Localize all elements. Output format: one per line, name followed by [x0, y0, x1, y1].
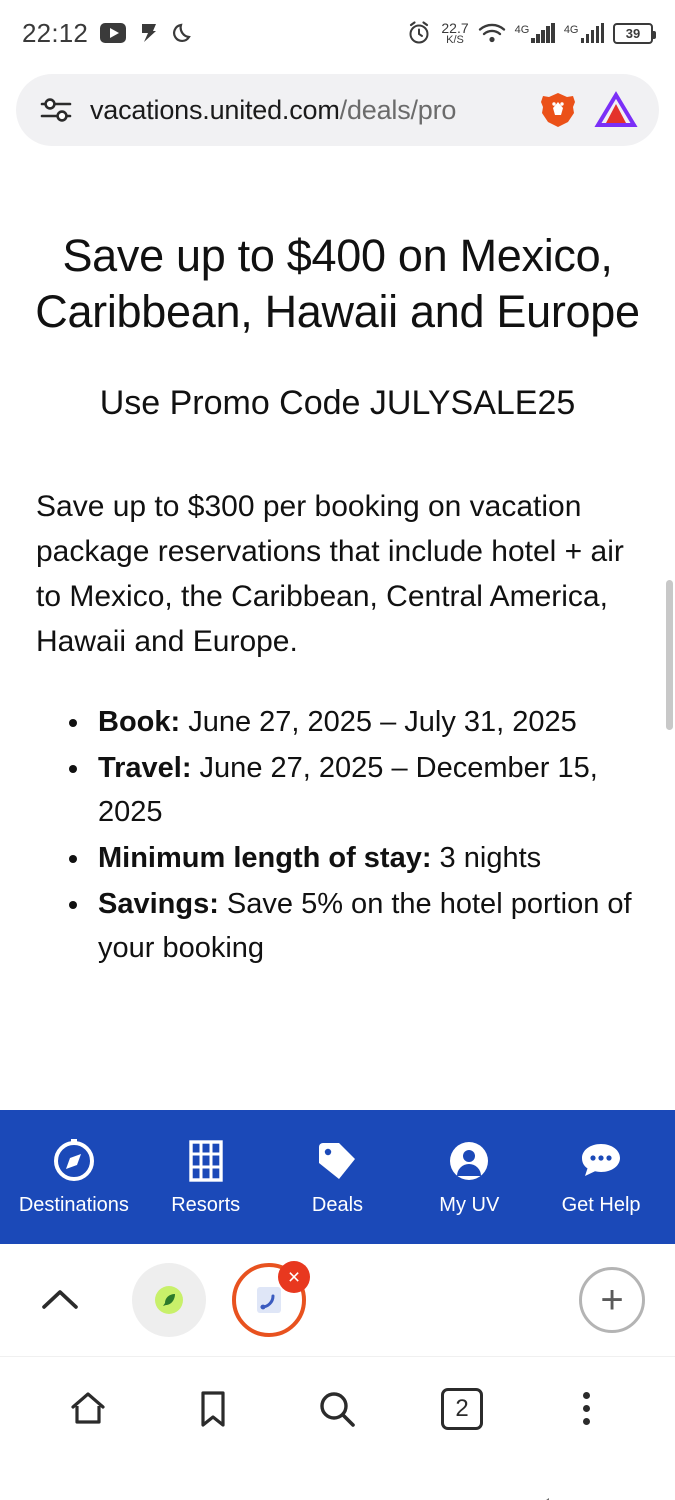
android-navigation-bar	[0, 1460, 675, 1500]
battery-level: 39	[625, 25, 641, 41]
page-subheadline: Use Promo Code JULYSALE25	[99, 383, 576, 422]
url-host: vacations.united.com	[90, 94, 340, 125]
network-rate-indicator	[441, 21, 468, 46]
page-body-copy: Save up to $300 per booking on vacation package reservations that include hotel + air to Mexico, the Caribbean, Central America, Hawaii and Europe.	[36, 490, 624, 659]
sim1-network-label: 4G	[514, 23, 530, 36]
sidebar-item-destinations[interactable]	[10, 1138, 138, 1217]
profile-triangle-icon[interactable]	[593, 89, 639, 131]
sidebar-item-label: Resorts	[171, 1193, 241, 1216]
list-item-label: Travel:	[98, 752, 192, 785]
signal-icon-sim2	[564, 24, 604, 43]
status-clock: 22:12	[22, 17, 89, 48]
search-button[interactable]	[297, 1387, 377, 1431]
alarm-clock-icon	[406, 20, 432, 46]
list-item	[92, 700, 641, 744]
network-rate-unit: K/S	[446, 33, 464, 46]
compass-icon	[51, 1138, 97, 1184]
youtube-icon	[100, 23, 126, 43]
close-icon[interactable]: ×	[278, 1261, 310, 1293]
tag-icon	[314, 1138, 360, 1184]
network-rate-value: 22.7	[441, 19, 469, 36]
wifi-icon	[478, 22, 506, 44]
sidebar-item-label: Deals	[311, 1193, 364, 1216]
site-bottom-nav	[0, 1110, 675, 1244]
sidebar-item-my-uv[interactable]	[405, 1138, 533, 1217]
sidebar-item-get-help[interactable]	[537, 1138, 665, 1217]
tab-thumbnail-inactive[interactable]	[132, 1263, 206, 1337]
app-icon	[138, 21, 160, 45]
url-bar[interactable]	[16, 74, 659, 146]
signal-bars-sim1	[531, 24, 555, 43]
building-icon	[184, 1138, 228, 1184]
page-headline: Save up to $400 on Mexico, Caribbean, Hawaii and Europe	[35, 230, 640, 337]
new-tab-button[interactable]: +	[579, 1267, 645, 1333]
more-options-button[interactable]	[547, 1392, 627, 1425]
list-item-label: Minimum length of stay:	[98, 842, 432, 875]
status-bar	[0, 0, 675, 66]
sidebar-item-label: My UV	[439, 1193, 500, 1216]
battery-icon	[613, 23, 653, 44]
home-button[interactable]	[48, 1387, 128, 1431]
list-item-value: June 27, 2025 – July 31, 2025	[180, 706, 577, 739]
sidebar-item-deals[interactable]	[273, 1138, 401, 1217]
shields-settings-icon[interactable]	[38, 94, 76, 126]
list-item-value: June 27, 2025 – December 15, 2025	[98, 752, 598, 829]
brave-shield-lion-icon[interactable]	[537, 89, 579, 131]
do-not-disturb-moon-icon	[172, 21, 194, 45]
sidebar-item-label: Get Help	[561, 1193, 641, 1216]
status-bar-left	[22, 18, 194, 49]
signal-bars-sim2	[581, 24, 605, 43]
list-item-value: Save 5% on the hotel portion of your booking	[98, 888, 632, 965]
bookmarks-button[interactable]	[173, 1387, 253, 1431]
list-item	[92, 836, 641, 880]
url-path: /deals/pro	[339, 94, 457, 125]
sim2-network-label: 4G	[563, 23, 579, 36]
sidebar-item-label: Destinations	[18, 1193, 129, 1216]
more-options-icon	[583, 1392, 590, 1425]
account-circle-icon	[446, 1138, 492, 1184]
sidebar-item-resorts[interactable]	[142, 1138, 270, 1217]
mini-tab-list	[132, 1263, 306, 1337]
signal-icon-sim1	[515, 24, 555, 43]
list-item-label: Savings:	[98, 888, 219, 921]
tab-switcher-button[interactable]	[422, 1388, 502, 1430]
list-item-value: 3 nights	[431, 842, 542, 875]
deal-details-list	[34, 700, 641, 970]
web-page-content	[0, 146, 675, 1110]
list-item	[92, 746, 641, 834]
browser-tab-strip	[0, 1244, 675, 1356]
status-bar-right	[406, 20, 653, 46]
url-bar-container	[0, 66, 675, 146]
url-text[interactable]	[90, 95, 523, 126]
page-scrollbar[interactable]	[666, 580, 673, 730]
tab-count: 2	[441, 1388, 483, 1430]
chevron-up-icon[interactable]	[30, 1285, 90, 1315]
list-item	[92, 882, 641, 970]
chat-bubble-icon	[577, 1138, 625, 1184]
tab-thumbnail-active[interactable]	[232, 1263, 306, 1337]
list-item-label: Book:	[98, 706, 181, 739]
browser-toolbar	[0, 1356, 675, 1460]
